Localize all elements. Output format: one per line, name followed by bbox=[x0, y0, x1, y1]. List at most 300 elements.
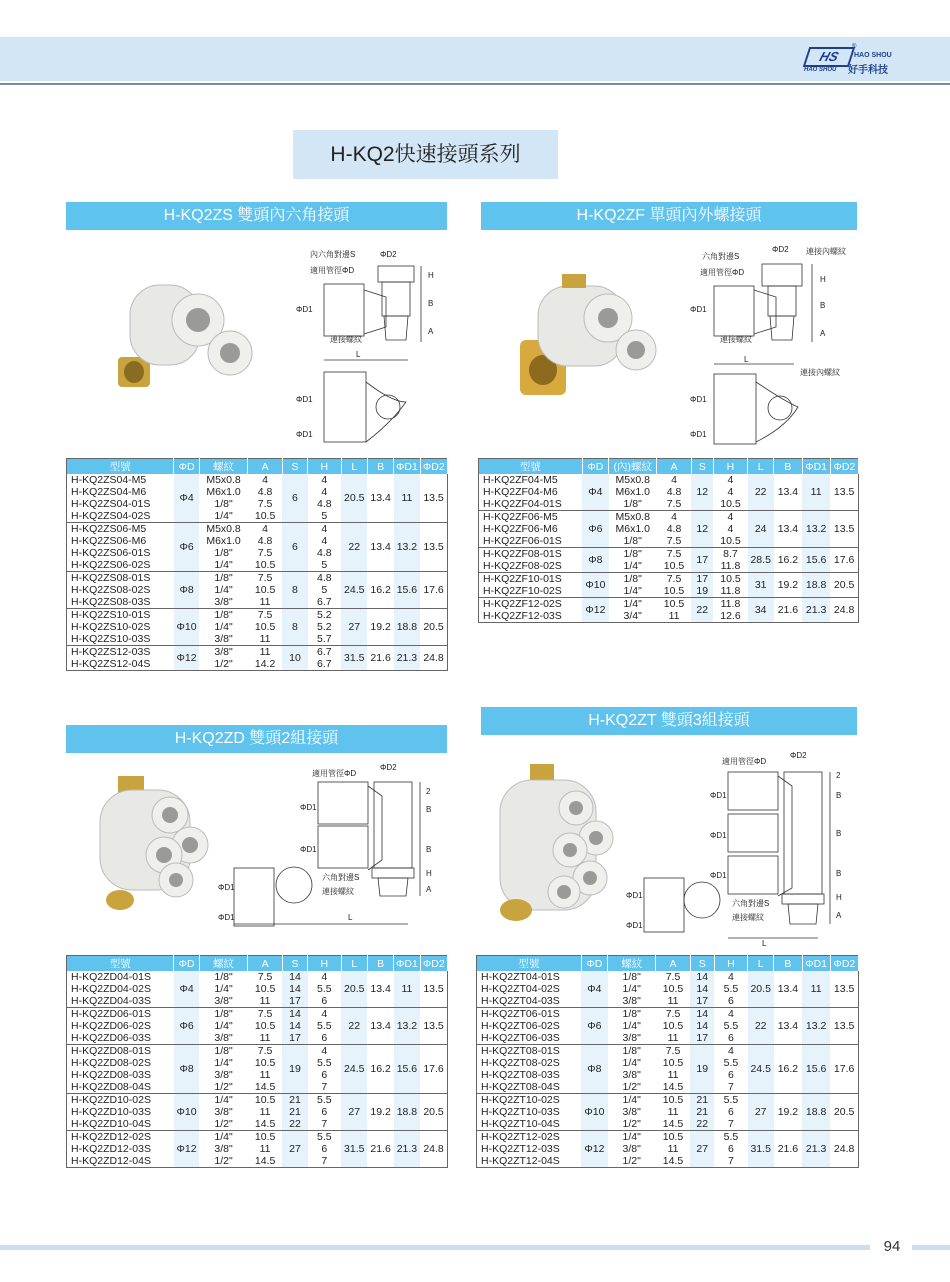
body-outline bbox=[364, 290, 386, 334]
col-header: A bbox=[248, 956, 282, 972]
cell-d1: 15.6 bbox=[394, 572, 420, 609]
cell-d2: 13.5 bbox=[830, 511, 858, 548]
body-column bbox=[768, 286, 796, 316]
cell-h: 4 4 4.8 5 bbox=[308, 474, 341, 523]
hex-nut bbox=[372, 868, 414, 878]
label-tube: 適用管徑ΦD bbox=[700, 268, 745, 277]
cell-a: 10.5 11 14.5 bbox=[248, 1094, 282, 1131]
cell-d2: 20.5 bbox=[420, 1094, 447, 1131]
col-header: H bbox=[713, 459, 747, 475]
cell-a: 4 4.8 7.5 bbox=[657, 474, 691, 511]
label-2: 2 bbox=[836, 771, 841, 780]
col-header: B bbox=[774, 459, 802, 475]
cell-l: 31 bbox=[748, 573, 774, 598]
table-row bbox=[67, 971, 448, 1008]
spec-table-zt bbox=[476, 955, 859, 1168]
table-row bbox=[479, 598, 859, 623]
cell-d1: 15.6 bbox=[802, 548, 830, 573]
cell-h: 4 4 4.8 5 bbox=[308, 523, 341, 572]
cell-a: 7.5 10.5 11 bbox=[248, 971, 282, 1008]
logo-chinese: 好手科技 bbox=[848, 65, 888, 76]
cell-d2: 13.5 bbox=[420, 971, 447, 1008]
cell-a: 7.5 10.5 11 bbox=[248, 572, 282, 609]
cell-d2: 13.5 bbox=[420, 1008, 447, 1045]
cell-d1: 13.2 bbox=[802, 511, 830, 548]
label-hex: 六角對邊S bbox=[732, 899, 770, 908]
col-header: A bbox=[248, 459, 282, 475]
col-header: A bbox=[657, 459, 691, 475]
label-b: B bbox=[820, 301, 826, 310]
cell-models: H-KQ2ZT10-02S H-KQ2ZT10-03S H-KQ2ZT10-04S bbox=[477, 1094, 582, 1131]
table-row bbox=[477, 1008, 859, 1045]
brand-logo bbox=[804, 44, 944, 76]
col-header: ΦD2 bbox=[420, 459, 447, 475]
cell-models: H-KQ2ZF10-01S H-KQ2ZF10-02S bbox=[479, 573, 583, 598]
label-d1-3: ΦD1 bbox=[296, 430, 313, 439]
tube-body-1 bbox=[318, 782, 368, 824]
table-row bbox=[477, 1131, 859, 1168]
cell-s: 6 bbox=[282, 474, 307, 523]
header-rule bbox=[0, 83, 950, 85]
col-header: L bbox=[748, 459, 774, 475]
label-thread: 連接螺紋 bbox=[322, 887, 354, 896]
col-header: A bbox=[656, 956, 690, 972]
col-header: ΦD bbox=[174, 459, 199, 475]
tube-port-1-hole bbox=[162, 807, 178, 823]
cell-a: 4 4.8 7.5 bbox=[657, 511, 691, 548]
cell-s: 17 bbox=[691, 548, 713, 573]
cell-s: 8 bbox=[282, 609, 307, 646]
cell-d2: 17.6 bbox=[420, 1045, 447, 1094]
cell-d1: 15.6 bbox=[394, 1045, 420, 1094]
col-header: B bbox=[774, 956, 802, 972]
label-a: A bbox=[820, 329, 826, 338]
side-body bbox=[324, 372, 366, 442]
cell-d2: 24.8 bbox=[830, 598, 858, 623]
cell-s: 12 bbox=[691, 474, 713, 511]
cell-b: 13.4 bbox=[367, 474, 393, 523]
cell-l: 34 bbox=[748, 598, 774, 623]
drawing-zd bbox=[212, 760, 442, 928]
body-column bbox=[374, 782, 412, 868]
col-header: 型號 bbox=[67, 956, 174, 972]
col-header: ΦD2 bbox=[830, 459, 858, 475]
cell-d: Φ4 bbox=[174, 474, 199, 523]
side-body bbox=[234, 868, 274, 926]
cell-h: 4.8 5 6.7 bbox=[308, 572, 341, 609]
body-outline bbox=[368, 786, 382, 870]
label-b: B bbox=[426, 805, 432, 814]
label-l: L bbox=[762, 939, 767, 948]
cell-models: H-KQ2ZD04-01S H-KQ2ZD04-02S H-KQ2ZD04-03S bbox=[67, 971, 174, 1008]
label-inner-thread-2: 連接內螺紋 bbox=[800, 368, 840, 377]
label-d1-2: ΦD1 bbox=[296, 395, 313, 404]
col-header: S bbox=[282, 459, 307, 475]
tube-port-2-hole bbox=[220, 343, 240, 363]
cell-b: 13.4 bbox=[774, 1008, 802, 1045]
cell-d1: 13.2 bbox=[802, 1008, 830, 1045]
cell-s: 14 14 17 bbox=[282, 1008, 307, 1045]
spec-table-zf bbox=[478, 458, 859, 623]
cell-a: 7.5 10.5 11 bbox=[656, 1008, 690, 1045]
col-header: ΦD2 bbox=[420, 956, 447, 972]
page-number: 94 bbox=[883, 1238, 901, 1255]
label-a: A bbox=[426, 885, 432, 894]
cell-b: 21.6 bbox=[774, 598, 802, 623]
label-d1-3: ΦD1 bbox=[710, 871, 727, 880]
cell-d2: 20.5 bbox=[830, 573, 858, 598]
cell-s: 14 14 17 bbox=[282, 971, 307, 1008]
label-thread: 連接螺紋 bbox=[732, 913, 764, 922]
cell-b: 21.6 bbox=[774, 1131, 802, 1168]
cell-l: 24 bbox=[748, 511, 774, 548]
cell-d: Φ6 bbox=[582, 511, 608, 548]
col-header: H bbox=[714, 956, 747, 972]
cell-d1: 11 bbox=[802, 474, 830, 511]
cell-d2: 20.5 bbox=[830, 1094, 858, 1131]
cell-d1: 21.3 bbox=[394, 646, 420, 671]
label-b: B bbox=[836, 791, 842, 800]
label-d1-4: ΦD1 bbox=[626, 891, 643, 900]
cell-l: 27 bbox=[748, 1094, 774, 1131]
cell-l: 27 bbox=[341, 609, 367, 646]
cell-models: H-KQ2ZT08-01S H-KQ2ZT08-02S H-KQ2ZT08-03S H-KQ2ZT08-04S bbox=[477, 1045, 582, 1094]
product-photo-zs bbox=[110, 265, 260, 400]
label-2: 2 bbox=[426, 787, 431, 796]
product-photo-zf bbox=[512, 270, 662, 410]
cell-d1: 18.8 bbox=[394, 1094, 420, 1131]
cell-thread: 1/8" 1/4" bbox=[609, 548, 657, 573]
col-header: ΦD2 bbox=[830, 956, 858, 972]
cell-d2: 13.5 bbox=[420, 474, 447, 523]
table-header-row bbox=[479, 459, 859, 475]
cell-h: 8.7 11.8 bbox=[713, 548, 747, 573]
cell-d1: 11 bbox=[394, 971, 420, 1008]
cell-d2: 24.8 bbox=[830, 1131, 858, 1168]
cell-s: 27 bbox=[282, 1131, 307, 1168]
tube-body bbox=[714, 286, 754, 336]
cell-d1: 13.2 bbox=[394, 523, 420, 572]
cell-b: 13.4 bbox=[367, 971, 393, 1008]
cell-d1: 18.8 bbox=[394, 609, 420, 646]
table-row bbox=[479, 511, 859, 548]
col-header: ΦD bbox=[581, 956, 607, 972]
cell-d2: 17.6 bbox=[420, 572, 447, 609]
logo-mark: HS bbox=[803, 47, 855, 67]
cell-s: 19 bbox=[690, 1045, 714, 1094]
cell-d1: 15.6 bbox=[802, 1045, 830, 1094]
cell-models: H-KQ2ZF06-M5 H-KQ2ZF06-M6 H-KQ2ZF06-01S bbox=[479, 511, 583, 548]
cell-b: 13.4 bbox=[774, 971, 802, 1008]
cell-h: 4 5.5 6 bbox=[714, 971, 747, 1008]
label-a: A bbox=[428, 327, 434, 336]
cell-a: 11 14.2 bbox=[248, 646, 282, 671]
cell-h: 6.7 6.7 bbox=[308, 646, 341, 671]
cell-s: 14 14 17 bbox=[690, 971, 714, 1008]
cell-models: H-KQ2ZD06-01S H-KQ2ZD06-02S H-KQ2ZD06-03S bbox=[67, 1008, 174, 1045]
cell-d2: 17.6 bbox=[830, 1045, 858, 1094]
cell-b: 19.2 bbox=[774, 573, 802, 598]
col-header: H bbox=[308, 459, 341, 475]
col-header: L bbox=[341, 956, 367, 972]
cell-a: 7.5 10.5 11 14.5 bbox=[656, 1045, 690, 1094]
body-outline bbox=[778, 776, 792, 896]
section-title-zf: H-KQ2ZF 單頭內外螺接頭 bbox=[481, 202, 857, 230]
table-row bbox=[67, 572, 448, 609]
cell-d: Φ10 bbox=[581, 1094, 607, 1131]
col-header: L bbox=[748, 956, 774, 972]
cell-h: 4 5.5 6 7 bbox=[714, 1045, 747, 1094]
col-header: 螺紋 bbox=[199, 956, 248, 972]
label-d1-3: ΦD1 bbox=[218, 883, 235, 892]
table-row bbox=[67, 646, 448, 671]
label-d1-5: ΦD1 bbox=[626, 921, 643, 930]
cell-models: H-KQ2ZF12-02S H-KQ2ZF12-03S bbox=[479, 598, 583, 623]
cell-d1: 18.8 bbox=[802, 573, 830, 598]
col-header: ΦD bbox=[174, 956, 199, 972]
tube-port-3-hole bbox=[563, 843, 577, 857]
label-a: A bbox=[836, 911, 842, 920]
cell-b: 19.2 bbox=[367, 1094, 393, 1131]
cell-s: 12 bbox=[691, 511, 713, 548]
table-header-row bbox=[477, 956, 859, 972]
label-thread: 連接螺紋 bbox=[720, 335, 752, 344]
label-b-2: B bbox=[426, 845, 432, 854]
cell-thread: 3/8" 1/2" bbox=[199, 646, 248, 671]
label-d2: ΦD2 bbox=[772, 245, 789, 254]
label-hex: 六角對邊S bbox=[702, 252, 740, 261]
cell-s: 21 21 22 bbox=[282, 1094, 307, 1131]
section-title-zs: H-KQ2ZS 雙頭內六角接頭 bbox=[66, 202, 447, 230]
label-h: H bbox=[836, 893, 842, 902]
label-d2: ΦD2 bbox=[790, 751, 807, 760]
cell-b: 13.4 bbox=[367, 1008, 393, 1045]
thread-section bbox=[378, 878, 408, 896]
drawing-zt bbox=[618, 748, 858, 948]
cell-l: 20.5 bbox=[341, 474, 367, 523]
cell-d: Φ6 bbox=[581, 1008, 607, 1045]
cell-b: 16.2 bbox=[367, 572, 393, 609]
cell-a: 10.5 11 14.5 bbox=[656, 1131, 690, 1168]
cell-a: 7.5 10.5 11 bbox=[656, 971, 690, 1008]
brass-port bbox=[124, 361, 144, 383]
product-photo-zd bbox=[90, 770, 220, 920]
tube-port-1-hole bbox=[186, 308, 210, 332]
tube-body bbox=[324, 284, 364, 336]
table-row bbox=[67, 474, 448, 523]
cell-b: 13.4 bbox=[774, 511, 802, 548]
label-l: L bbox=[356, 350, 361, 359]
table-row bbox=[477, 1045, 859, 1094]
drawing-zf bbox=[690, 242, 855, 447]
cell-d: Φ6 bbox=[174, 1008, 199, 1045]
col-header: S bbox=[691, 459, 713, 475]
table-row bbox=[67, 609, 448, 646]
hex-socket bbox=[376, 395, 400, 419]
cell-thread: 1/8" 1/4" 3/8" 1/2" bbox=[608, 1045, 656, 1094]
cell-h: 4 5.5 6 bbox=[714, 1008, 747, 1045]
cell-thread: 1/8" 1/4" 3/8" 1/2" bbox=[199, 1045, 248, 1094]
table-row bbox=[67, 1131, 448, 1168]
logo-registered: ® bbox=[852, 44, 857, 50]
brass-thread bbox=[106, 890, 134, 910]
cell-l: 20.5 bbox=[748, 971, 774, 1008]
label-thread: 連接螺紋 bbox=[330, 335, 362, 344]
cell-d: Φ8 bbox=[582, 548, 608, 573]
label-d1-2: ΦD1 bbox=[690, 395, 707, 404]
page-title: H-KQ2快速接頭系列 bbox=[293, 130, 558, 179]
cell-l: 22 bbox=[341, 523, 367, 572]
cell-l: 31.5 bbox=[341, 646, 367, 671]
label-b-3: B bbox=[836, 869, 842, 878]
label-l: L bbox=[744, 355, 749, 364]
cell-thread: 1/4" 3/8" 1/2" bbox=[199, 1131, 248, 1168]
tube-port-5-hole bbox=[557, 885, 571, 899]
cell-h: 4 4 10.5 bbox=[713, 511, 747, 548]
table-row bbox=[479, 474, 859, 511]
cell-b: 21.6 bbox=[367, 1131, 393, 1168]
cell-thread: 1/8" 1/4" 3/8" bbox=[199, 609, 248, 646]
cell-d: Φ4 bbox=[582, 474, 608, 511]
table-row bbox=[479, 573, 859, 598]
tube-port-2-hole bbox=[182, 837, 198, 853]
col-header: ΦD1 bbox=[802, 956, 830, 972]
cell-h: 4 5.5 6 7 bbox=[308, 1045, 341, 1094]
cell-models: H-KQ2ZS06-M5 H-KQ2ZS06-M6 H-KQ2ZS06-01S H-KQ2ZS06-02S bbox=[67, 523, 174, 572]
cell-a: 10.5 11 bbox=[657, 598, 691, 623]
tube-body-2 bbox=[728, 814, 778, 852]
logo-english-small: HAO SHOU bbox=[804, 67, 837, 73]
cell-s: 17 19 bbox=[691, 573, 713, 598]
label-d1-4: ΦD1 bbox=[218, 913, 235, 922]
cell-models: H-KQ2ZS12-03S H-KQ2ZS12-04S bbox=[67, 646, 174, 671]
cell-a: 10.5 11 14.5 bbox=[248, 1131, 282, 1168]
col-header: B bbox=[367, 459, 393, 475]
table-header-row bbox=[67, 459, 448, 475]
label-h: H bbox=[428, 271, 434, 280]
cell-a: 7.5 10.5 bbox=[657, 573, 691, 598]
cell-models: H-KQ2ZD08-01S H-KQ2ZD08-02S H-KQ2ZD08-03S H-KQ2ZD08-04S bbox=[67, 1045, 174, 1094]
thread-port bbox=[768, 396, 792, 420]
cell-models: H-KQ2ZT12-02S H-KQ2ZT12-03S H-KQ2ZT12-04S bbox=[477, 1131, 582, 1168]
cell-d1: 13.2 bbox=[394, 1008, 420, 1045]
cell-h: 4 5.5 6 bbox=[308, 971, 341, 1008]
cell-s: 10 bbox=[282, 646, 307, 671]
cell-d: Φ10 bbox=[582, 573, 608, 598]
product-photo-zt bbox=[486, 760, 621, 930]
cell-thread: M5x0.8 M6x1.0 1/8" 1/4" bbox=[199, 474, 248, 523]
cell-models: H-KQ2ZS08-01S H-KQ2ZS08-02S H-KQ2ZS08-03S bbox=[67, 572, 174, 609]
cell-thread: 1/8" 1/4" 3/8" bbox=[199, 572, 248, 609]
label-d1: ΦD1 bbox=[710, 791, 727, 800]
cell-d: Φ10 bbox=[174, 609, 199, 646]
cell-thread: M5x0.8 M6x1.0 1/8" 1/4" bbox=[199, 523, 248, 572]
cell-s: 6 bbox=[282, 523, 307, 572]
cell-b: 13.4 bbox=[774, 474, 802, 511]
cell-d2: 13.5 bbox=[420, 523, 447, 572]
label-d2: ΦD2 bbox=[380, 763, 397, 772]
cell-d1: 11 bbox=[394, 474, 420, 523]
col-header: 螺紋 bbox=[608, 956, 656, 972]
tube-body-2 bbox=[318, 826, 368, 868]
logo-english: HAO SHOU bbox=[854, 52, 892, 59]
brass-thread bbox=[500, 899, 532, 921]
label-b: B bbox=[428, 299, 434, 308]
cell-a: 4 4.8 7.5 10.5 bbox=[248, 474, 282, 523]
cell-a: 4 4.8 7.5 10.5 bbox=[248, 523, 282, 572]
cell-l: 28.5 bbox=[748, 548, 774, 573]
cell-d1: 21.3 bbox=[394, 1131, 420, 1168]
cell-thread: 1/8" 1/4" 3/8" bbox=[199, 1008, 248, 1045]
cell-d: Φ4 bbox=[581, 971, 607, 1008]
cell-b: 16.2 bbox=[367, 1045, 393, 1094]
cell-h: 5.5 6 7 bbox=[714, 1094, 747, 1131]
thread-section bbox=[384, 316, 408, 340]
cell-s: 14 14 17 bbox=[690, 1008, 714, 1045]
label-d1-2: ΦD1 bbox=[300, 845, 317, 854]
cell-h: 11.8 12.6 bbox=[713, 598, 747, 623]
cell-d2: 13.5 bbox=[830, 1008, 858, 1045]
footer-rule-right bbox=[912, 1245, 950, 1250]
table-row bbox=[477, 1094, 859, 1131]
cell-l: 20.5 bbox=[341, 971, 367, 1008]
cell-h: 4 4 10.5 bbox=[713, 474, 747, 511]
label-d1-3: ΦD1 bbox=[690, 430, 707, 439]
cell-d: Φ12 bbox=[582, 598, 608, 623]
drawing-zs bbox=[296, 242, 446, 447]
label-inner-thread: 連接內螺紋 bbox=[806, 247, 846, 256]
cell-h: 5.5 6 7 bbox=[308, 1094, 341, 1131]
table-row bbox=[67, 1094, 448, 1131]
cell-a: 7.5 10.5 11 bbox=[248, 1008, 282, 1045]
col-header: ΦD1 bbox=[802, 459, 830, 475]
cell-models: H-KQ2ZT06-01S H-KQ2ZT06-02S H-KQ2ZT06-03S bbox=[477, 1008, 582, 1045]
col-header: H bbox=[308, 956, 341, 972]
label-tube: 適用管徑ΦD bbox=[310, 266, 355, 275]
col-header: L bbox=[341, 459, 367, 475]
cell-d2: 13.5 bbox=[830, 474, 858, 511]
cell-models: H-KQ2ZS04-M5 H-KQ2ZS04-M6 H-KQ2ZS04-01S H-KQ2ZS04-02S bbox=[67, 474, 174, 523]
cell-a: 7.5 10.5 11 bbox=[248, 609, 282, 646]
cell-models: H-KQ2ZT04-01S H-KQ2ZT04-02S H-KQ2ZT04-03S bbox=[477, 971, 582, 1008]
cell-h: 5.5 6 7 bbox=[308, 1131, 341, 1168]
table-row bbox=[477, 971, 859, 1008]
cell-d2: 13.5 bbox=[830, 971, 858, 1008]
table-row bbox=[67, 523, 448, 572]
cell-d2: 17.6 bbox=[830, 548, 858, 573]
label-tube: 適用管徑ΦD bbox=[312, 769, 357, 778]
cell-a: 10.5 11 14.5 bbox=[656, 1094, 690, 1131]
thread-section bbox=[788, 904, 818, 924]
col-header: S bbox=[282, 956, 307, 972]
cell-s: 19 bbox=[282, 1045, 307, 1094]
cell-h: 5.5 6 7 bbox=[714, 1131, 747, 1168]
col-header: 型號 bbox=[477, 956, 582, 972]
cell-thread: 1/8" 1/4" 3/8" bbox=[608, 971, 656, 1008]
col-header: ΦD1 bbox=[394, 459, 420, 475]
label-h: H bbox=[820, 275, 826, 284]
cell-s: 27 bbox=[690, 1131, 714, 1168]
cell-l: 31.5 bbox=[748, 1131, 774, 1168]
cell-thread: 1/8" 1/4" 3/8" bbox=[608, 1008, 656, 1045]
cell-a: 7.5 10.5 bbox=[657, 548, 691, 573]
cell-l: 22 bbox=[748, 474, 774, 511]
tube-port-2-hole bbox=[627, 341, 645, 359]
cell-b: 21.6 bbox=[367, 646, 393, 671]
cell-l: 22 bbox=[748, 1008, 774, 1045]
table-row bbox=[67, 1008, 448, 1045]
tube-port-1-hole bbox=[598, 308, 618, 328]
